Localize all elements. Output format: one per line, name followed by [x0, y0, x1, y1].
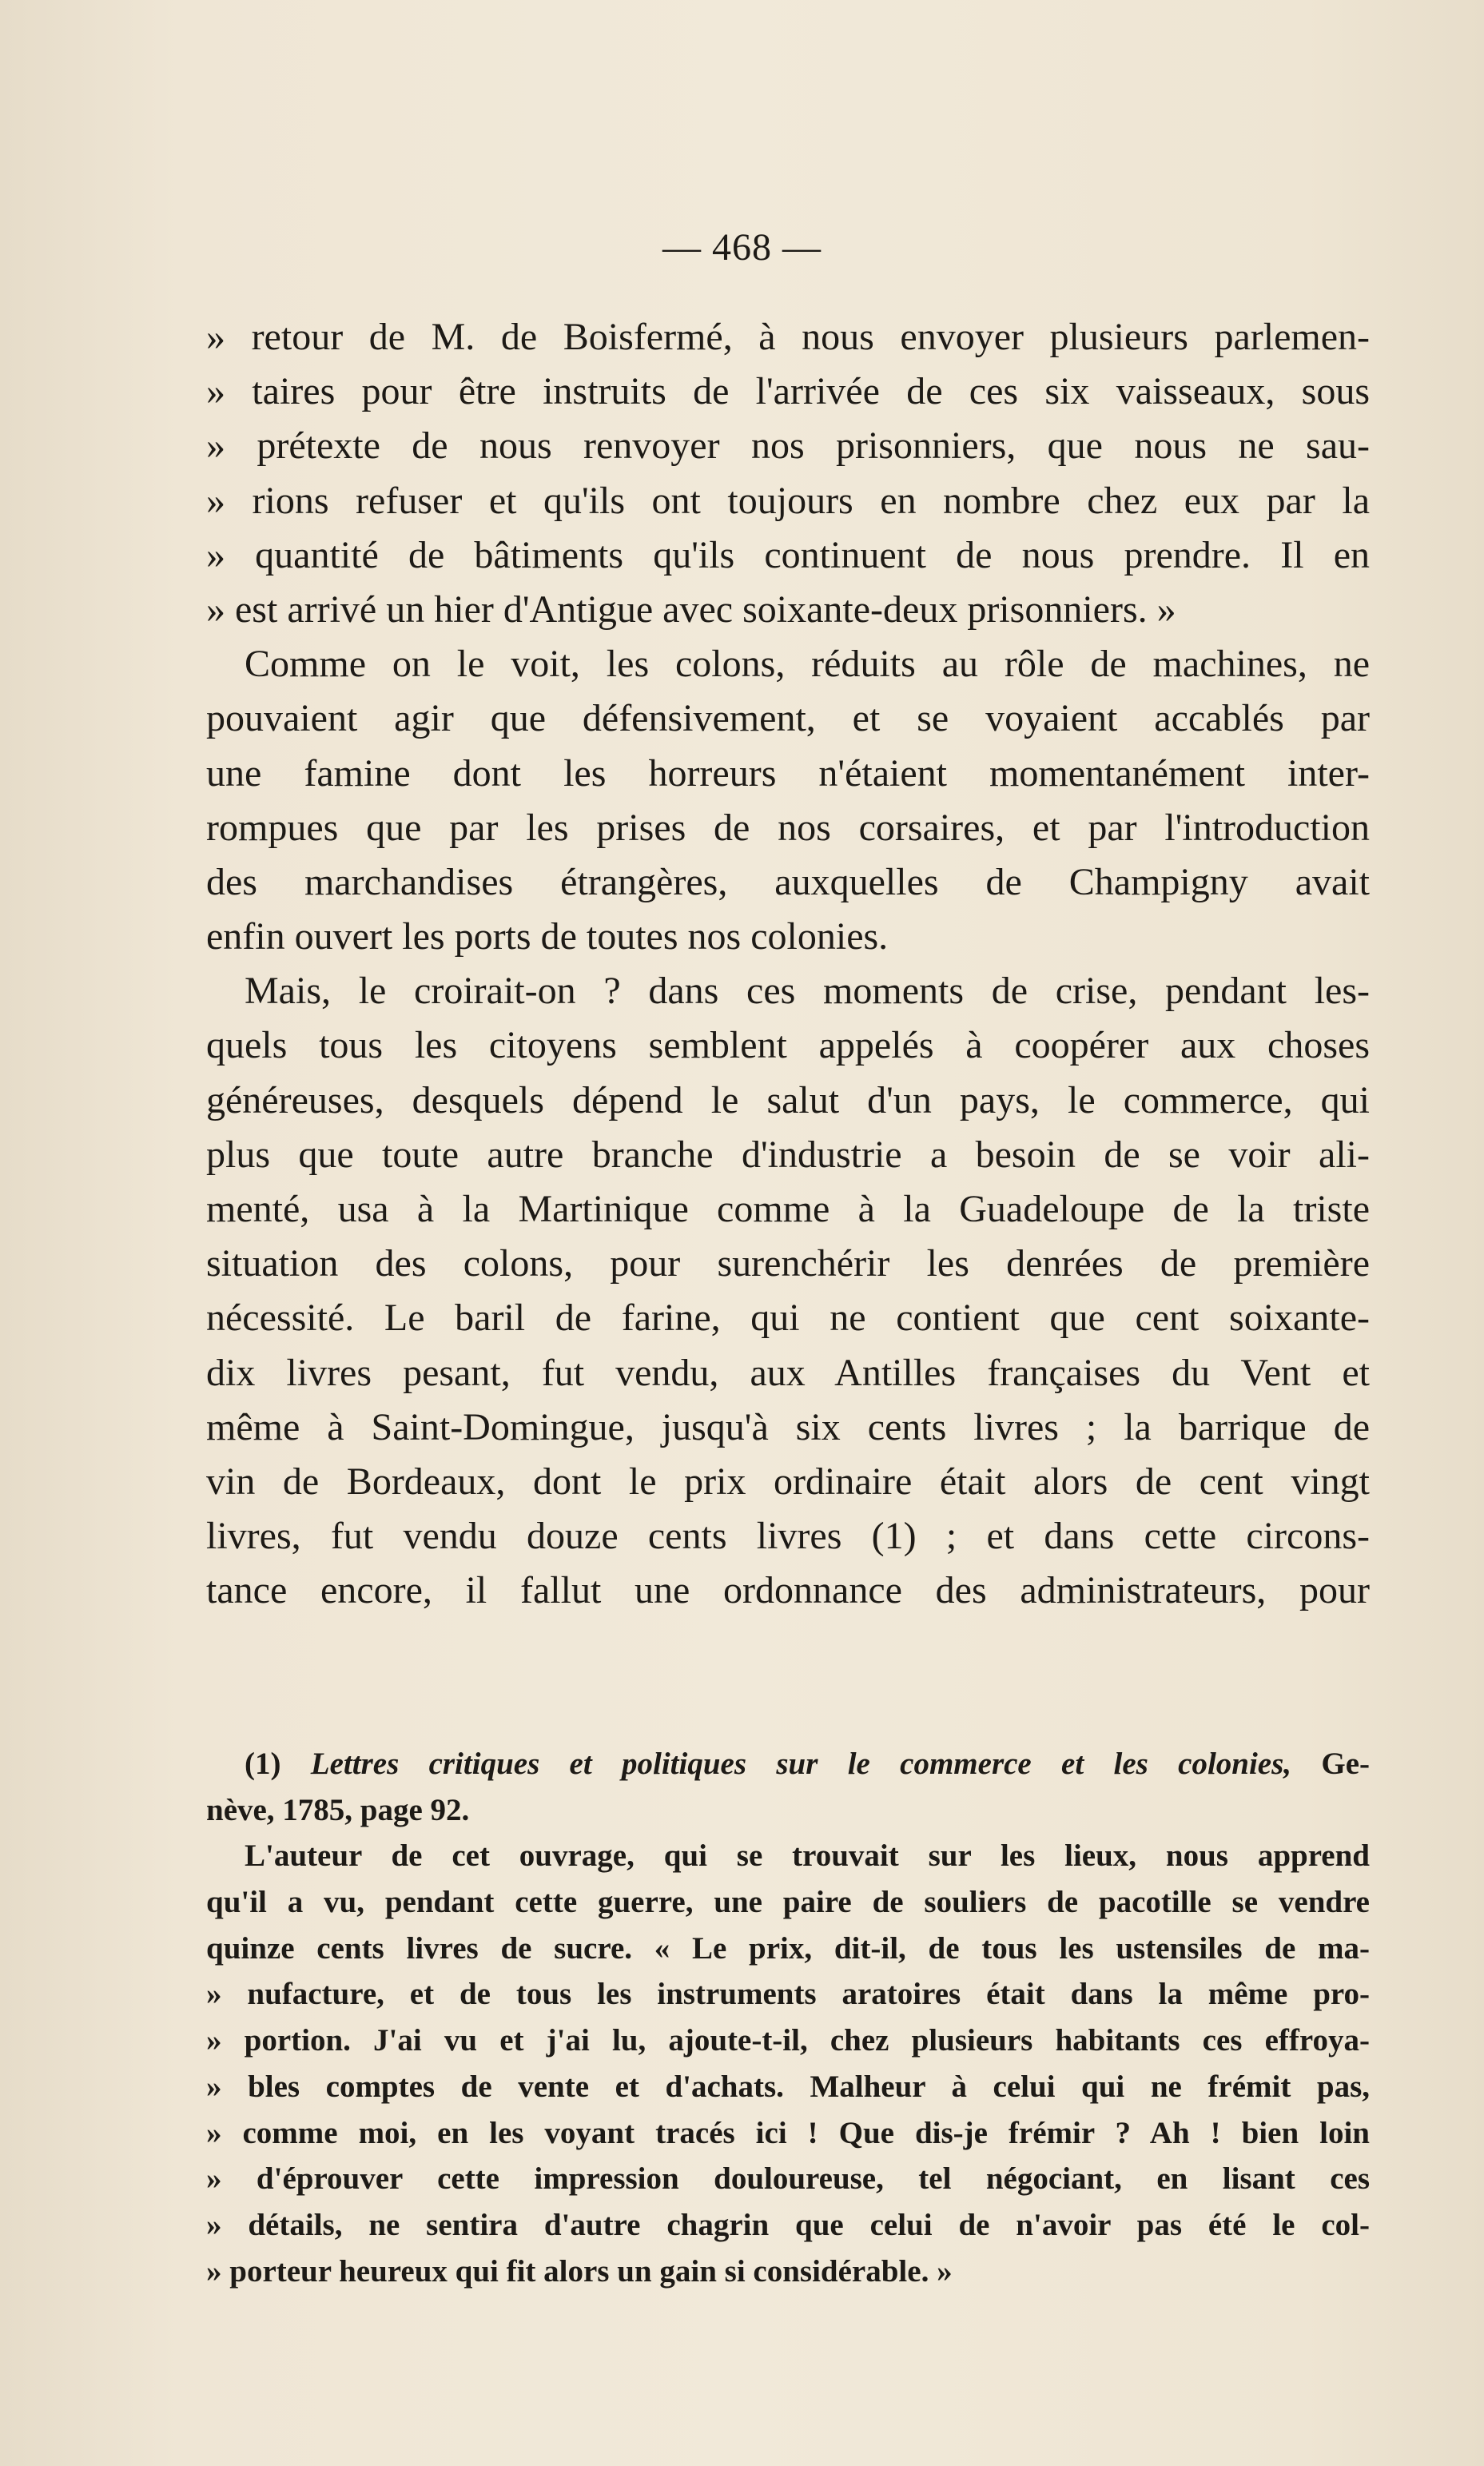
text-line: » prétexte de nous renvoyer nos prisonniers, que nous ne sau- [206, 424, 1370, 468]
footnote-marker: (1) [245, 1747, 281, 1781]
footnote-title: Lettres critiques et politiques sur le commerce et les colonies, [310, 1747, 1292, 1781]
footnote-line: L'auteur de cet ouvrage, qui se trouvait sur les lieux, nous apprend [245, 1839, 1370, 1874]
footnote-line: qu'il a vu, pendant cette guerre, une paire de souliers de pacotille se vendre [206, 1885, 1370, 1920]
text-line: » rions refuser et qu'ils ont toujours en nombre chez eux par la [206, 479, 1370, 522]
text-line: tance encore, il fallut une ordonnance des administrateurs, pour [206, 1569, 1370, 1612]
text-line: dix livres pesant, fut vendu, aux Antilles françaises du Vent et [206, 1351, 1370, 1394]
footnote-line: quinze cents livres de sucre. « Le prix, dit-il, de tous les ustensiles de ma- [206, 1930, 1370, 1966]
footnote-line: » portion. J'ai vu et j'ai lu, ajoute-t-il, chez plusieurs habitants ces effroya- [206, 2023, 1370, 2058]
footnote-line: » bles comptes de vente et d'achats. Malheur à celui qui ne frémit pas, [206, 2069, 1370, 2104]
page-number: — 468 — [662, 226, 822, 269]
text-line: » quantité de bâtiments qu'ils continuent de nous prendre. Il en [206, 533, 1370, 576]
footnote-line: » nufacture, et de tous les instruments aratoires était dans la même pro- [206, 1977, 1370, 2012]
text-line: » est arrivé un hier d'Antigue avec soixante-deux prisonniers. » [206, 588, 1176, 631]
text-line: » taires pour être instruits de l'arrivée de ces six vaisseaux, sous [206, 370, 1370, 413]
footnote-title-rest: Ge- [1321, 1747, 1370, 1781]
footnote-line: » détails, ne sentira d'autre chagrin que celui de n'avoir pas été le col- [206, 2207, 1370, 2242]
text-line: des marchandises étrangères, auxquelles de Champigny avait [206, 860, 1370, 903]
footnote-line: » porteur heureux qui fit alors un gain si considérable. » [206, 2253, 953, 2289]
text-line: une famine dont les horreurs n'étaient momentanément inter- [206, 751, 1370, 795]
text-line: Comme on le voit, les colons, réduits au rôle de machines, ne [245, 643, 1370, 686]
text-line: pouvaient agir que défensivement, et se voyaient accablés par [206, 697, 1370, 740]
footnote-line: nève, 1785, page 92. [206, 1792, 470, 1827]
text-line: Mais, le croirait-on ? dans ces moments de crise, pendant les- [245, 970, 1370, 1013]
text-line: quels tous les citoyens semblent appelés à coopérer aux choses [206, 1024, 1370, 1067]
footnotes [206, 1741, 1370, 2294]
text-line: menté, usa à la Martinique comme à la Guadeloupe de la triste [206, 1188, 1370, 1230]
text-line: vin de Bordeaux, dont le prix ordinaire était alors de cent vingt [206, 1460, 1370, 1503]
footnote-line [206, 1741, 1370, 1787]
text-line: rompues que par les prises de nos corsaires, et par l'introduction [206, 806, 1370, 849]
text-line: livres, fut vendu douze cents livres (1) ; et dans cette circons- [206, 1515, 1370, 1558]
main-text [206, 310, 1370, 1619]
footnote-line: » d'éprouver cette impression douloureuse, tel négociant, en lisant ces [206, 2161, 1370, 2197]
footnote-line: » comme moi, en les voyant tracés ici ! Que dis-je frémir ? Ah ! bien loin [206, 2115, 1370, 2150]
text-line: situation des colons, pour surenchérir les denrées de première [206, 1242, 1370, 1285]
text-line: » retour de M. de Boisfermé, à nous envoyer plusieurs parlemen- [206, 316, 1370, 358]
text-line: plus que toute autre branche d'industrie a besoin de se voir ali- [206, 1133, 1370, 1176]
text-line: généreuses, desquels dépend le salut d'un pays, le commerce, qui [206, 1078, 1370, 1121]
text-line: nécessité. Le baril de farine, qui ne contient que cent soixante- [206, 1297, 1370, 1340]
text-line: même à Saint-Domingue, jusqu'à six cents livres ; la barrique de [206, 1405, 1370, 1448]
text-line: enfin ouvert les ports de toutes nos colonies. [206, 915, 889, 958]
